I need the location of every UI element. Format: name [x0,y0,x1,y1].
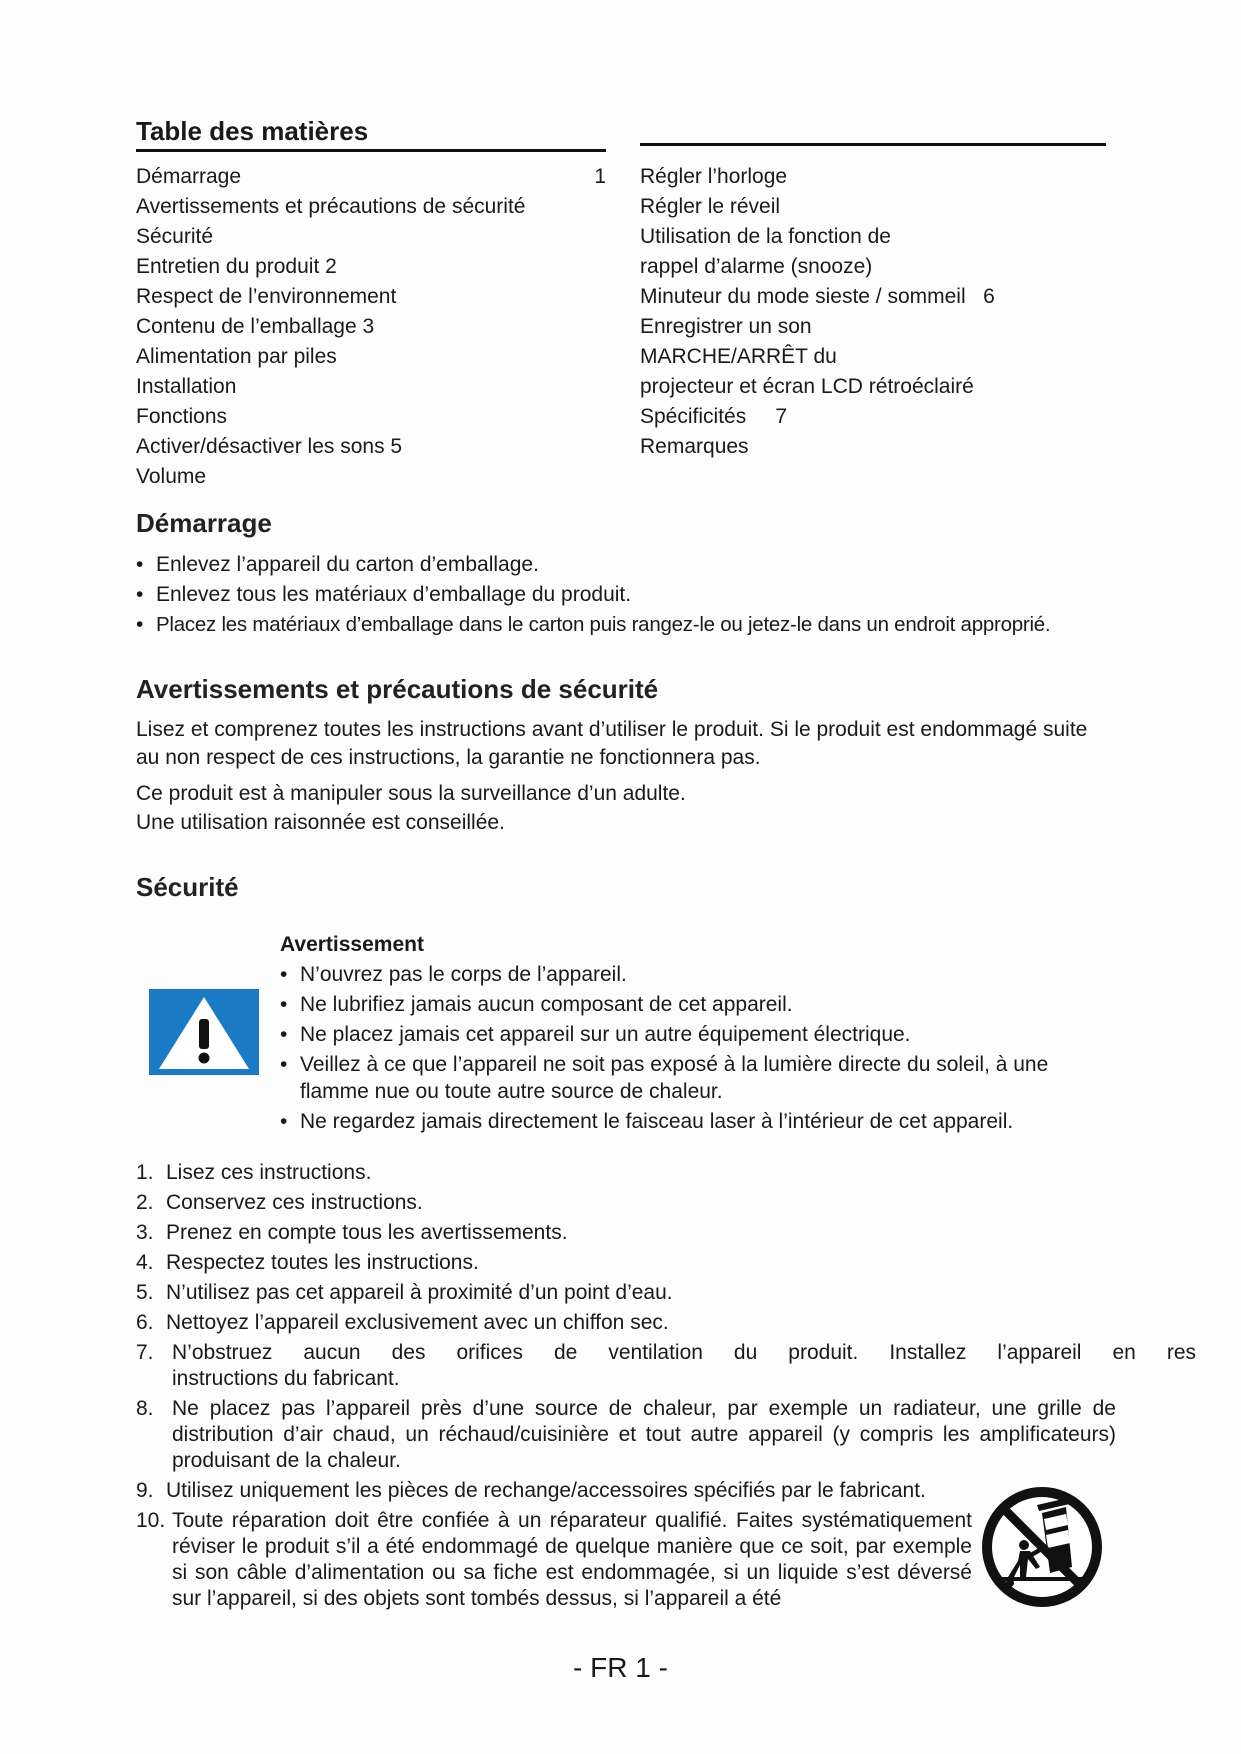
list-item: instructions du fabricant. [172,1367,400,1390]
warning-intro-paragraph: Lisez et comprenez toutes les instructions avant d’utiliser le produit. Si le produit est endommagé suite au non respect de ces instructions, la garantie ne fonctionnera pas. [136,718,1088,769]
toc-entry: Régler le réveil [640,195,781,218]
toc-entry: Régler l’horloge [640,165,788,188]
toc-entry: Sécurité [136,225,214,248]
toc-entry: Enregistrer un son [640,315,812,338]
toc-entry: Spécificités 7 [640,405,788,428]
toc-entry: Fonctions [136,405,228,428]
list-item: 10. Toute réparation doit être confiée à un réparateur qualifié. Faites systématiquement réviser le produit s’il a été endommagé de quelque manière que ce soit, par exemple si son câble d’alimentation ou sa fiche est endommagée, si un liquide s’est déversé sur l’appareil, si des objets sont tombés dessus, si l’appareil a été [136,1509,972,1610]
list-item: 1. Lisez ces instructions. [136,1161,372,1184]
supervision-line: Ce produit est à manipuler sous la surveillance d’un adulte. [136,782,686,805]
warning-triangle-icon [149,989,259,1075]
toc-entry: Minuteur du mode sieste / sommeil 6 [640,285,995,308]
list-item: 5. N’utilisez pas cet appareil à proximité d’un point d’eau. [136,1281,673,1304]
page-number: - FR 1 - [573,1652,668,1683]
section-heading-securite: Sécurité [136,872,239,902]
toc-entry: Entretien du produit 2 [136,255,337,278]
list-item: • Enlevez tous les matériaux d’emballage du produit. [136,583,632,606]
list-item: • Ne placez jamais cet appareil sur un autre équipement électrique. [280,1023,911,1046]
toc-entry: Volume [136,465,207,488]
list-item: • Ne regardez jamais directement le faisceau laser à l’intérieur de cet appareil. [280,1110,1014,1133]
section-heading-demarrage: Démarrage [136,508,272,538]
list-item: 4. Respectez toutes les instructions. [136,1251,479,1274]
toc-entry: Remarques [640,435,749,458]
section-heading-avertissements: Avertissements et précautions de sécurité [136,674,659,704]
list-item: 3. Prenez en compte tous les avertissements. [136,1221,568,1244]
toc-entry: Alimentation par piles [136,345,337,368]
cart-tipover-warning-icon [980,1485,1104,1609]
list-item: 7. N’obstruez aucun des orifices de ventilation du produit. Installez l’appareil en res [136,1341,1196,1364]
toc-entry: Activer/désactiver les sons 5 [136,435,403,458]
toc-right-column [640,162,1110,462]
list-item: • N’ouvrez pas le corps de l’appareil. [280,963,627,986]
toc-entry: MARCHE/ARRÊT du [640,345,837,368]
toc-entry: Installation [136,375,237,398]
usage-line: Une utilisation raisonnée est conseillée. [136,811,505,834]
toc-title: Table des matières [136,116,606,152]
list-item: • Ne lubrifiez jamais aucun composant de cet appareil. [280,993,793,1016]
toc-entry: Contenu de l’emballage 3 [136,315,375,338]
demarrage-bullets [136,550,1126,640]
toc-entry: projecteur et écran LCD rétroéclairé [640,375,974,398]
list-item: • Placez les matériaux d’emballage dans le carton puis rangez-le ou jetez-le dans un endroit approprié. [136,613,1051,636]
list-item: 6. Nettoyez l’appareil exclusivement avec un chiffon sec. [136,1311,669,1334]
list-item: 9. Utilisez uniquement les pièces de rechange/accessoires spécifiés par le fabricant. [136,1479,926,1502]
warning-title: Avertissement [280,933,424,956]
warning-block [280,930,1110,1137]
toc-entry: Utilisation de la fonction de [640,225,891,248]
list-item: • Enlevez l’appareil du carton d’emballage. [136,553,539,576]
toc-entry: Respect de l’environnement [136,285,397,308]
list-item: 2. Conservez ces instructions. [136,1191,423,1214]
toc-divider [640,143,1106,146]
toc-left-column [136,162,606,492]
toc-entry: rappel d’alarme (snooze) [640,255,873,278]
toc-entry: Démarrage 1 [136,165,606,188]
toc-entry: Avertissements et précautions de sécurité [136,195,526,218]
list-item: 8. Ne placez pas l’appareil près d’une source de chaleur, par exemple un radiateur, une grille de distribution d’air chaud, un réchaud/cuisinière et tout autre appareil (y compris les amplificateurs) produisant de la chaleur. [136,1397,1116,1472]
list-item: • Veillez à ce que l’appareil ne soit pas exposé à la lumière directe du soleil, à une flamme nue ou toute autre source de chaleur. [280,1053,1049,1103]
